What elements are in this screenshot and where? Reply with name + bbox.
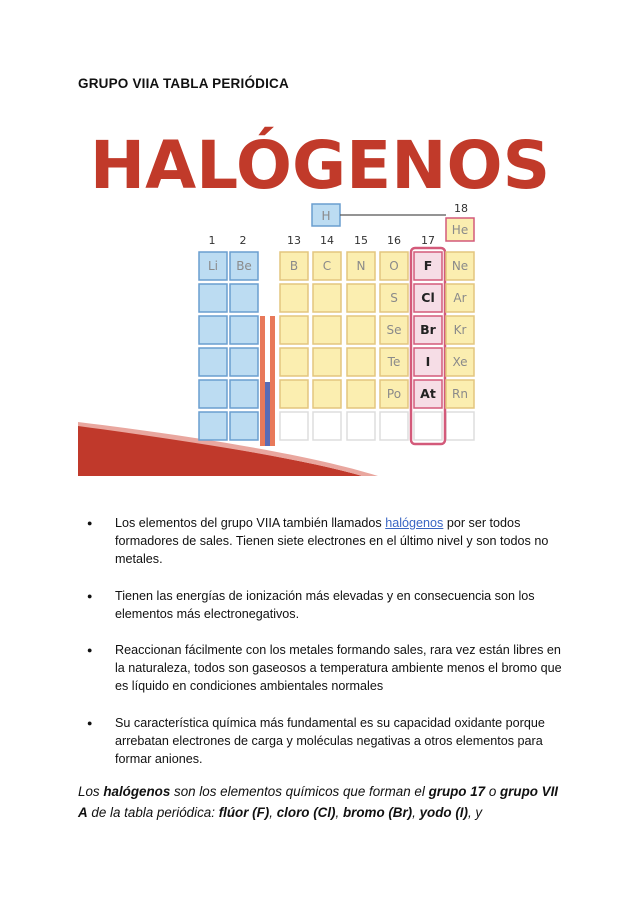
cell-empty-7-17 xyxy=(414,412,442,440)
cell-p-row4-14 xyxy=(313,316,341,344)
cell-empty-7-18 xyxy=(446,412,474,440)
cell-s-row4-2 xyxy=(230,316,258,344)
symbol-se: Se xyxy=(386,323,402,337)
cell-s-row7-1 xyxy=(199,412,227,440)
group-label-1: 1 xyxy=(208,234,216,247)
symbol-h: H xyxy=(321,209,331,223)
cell-p-row4-13 xyxy=(280,316,308,344)
bullet-text: Tienen las energías de ionización más elevadas y en consecuencia son los elementos más electronegativos. xyxy=(115,588,535,621)
cell-empty-7-15 xyxy=(347,412,375,440)
symbol-f: F xyxy=(423,258,433,273)
bullet-text: Su característica química más fundamental es su capacidad oxidante porque arrebatan electrones de carga y moléculas negativas a otros elementos para formar aniones. xyxy=(115,715,545,767)
figure-title: HALÓGENOS xyxy=(89,127,551,204)
periodic-table-illustration xyxy=(78,104,562,476)
cell-s-row5-2 xyxy=(230,348,258,376)
bullet-text: Los elementos del grupo VIIA también llamados xyxy=(115,516,386,530)
bullet-item xyxy=(78,714,562,769)
cell-s-row6-1 xyxy=(199,380,227,408)
symbol-be: Be xyxy=(236,259,252,273)
group-label-13: 13 xyxy=(287,234,301,247)
group-label-17: 17 xyxy=(421,234,435,247)
halogens-figure xyxy=(78,104,562,476)
cell-empty-7-16 xyxy=(380,412,408,440)
cell-empty-7-14 xyxy=(313,412,341,440)
symbol-ar: Ar xyxy=(453,291,467,305)
symbol-po: Po xyxy=(386,387,402,401)
symbol-n: N xyxy=(356,259,366,273)
symbol-s: S xyxy=(390,291,398,305)
cell-s-row3-1 xyxy=(199,284,227,312)
d-block-bar-1 xyxy=(260,316,265,446)
symbol-li: Li xyxy=(207,259,219,273)
symbol-o: O xyxy=(389,259,399,273)
cell-s-row4-1 xyxy=(199,316,227,344)
cell-p-row6-13 xyxy=(280,380,308,408)
bullet-item xyxy=(78,587,562,623)
cell-s-row3-2 xyxy=(230,284,258,312)
symbol-b: B xyxy=(289,259,299,273)
bullet-item xyxy=(78,641,562,696)
cell-p-row6-15 xyxy=(347,380,375,408)
halogenos-link[interactable]: halógenos xyxy=(385,516,444,530)
cell-p-row3-15 xyxy=(347,284,375,312)
cell-p-row5-14 xyxy=(313,348,341,376)
cell-s-row7-2 xyxy=(230,412,258,440)
d-block-bar-2 xyxy=(270,316,275,446)
cell-s-row5-1 xyxy=(199,348,227,376)
bullet-text: por ser todos formadores de sales. Tienen siete electrones en el último nivel y son todos no metales. xyxy=(115,516,549,567)
cell-p-row3-14 xyxy=(313,284,341,312)
cell-p-row6-14 xyxy=(313,380,341,408)
symbol-at: At xyxy=(420,386,436,401)
cell-p-row5-15 xyxy=(347,348,375,376)
symbol-te: Te xyxy=(387,355,401,369)
cell-empty-7-13 xyxy=(280,412,308,440)
group-label-16: 16 xyxy=(387,234,401,247)
symbol-he: He xyxy=(451,223,469,237)
cell-p-row5-13 xyxy=(280,348,308,376)
cell-p-row4-15 xyxy=(347,316,375,344)
symbol-xe: Xe xyxy=(452,355,468,369)
symbol-br: Br xyxy=(420,322,436,337)
symbol-c: C xyxy=(322,259,332,273)
group-label-14: 14 xyxy=(320,234,334,247)
group-label-15: 15 xyxy=(354,234,368,247)
symbol-i: I xyxy=(425,354,431,369)
bullet-list xyxy=(78,514,562,786)
symbol-ne: Ne xyxy=(451,259,469,273)
cell-s-row6-2 xyxy=(230,380,258,408)
symbol-rn: Rn xyxy=(452,387,468,401)
f-block-bar xyxy=(265,382,270,446)
group-label-2: 2 xyxy=(239,234,247,247)
intro-paragraph: Los halógenos son los elementos químicos que forman el grupo 17 o grupo VII A de la tabla periódica: flúor (F), cloro (Cl), bromo (Br), yodo (I), y xyxy=(78,784,559,821)
document-heading: GRUPO VIIA TABLA PERIÓDICA xyxy=(78,76,289,91)
symbol-kr: Kr xyxy=(453,323,467,337)
group-label-18: 18 xyxy=(454,202,468,215)
bullet-item xyxy=(78,514,562,569)
bullet-text: Reaccionan fácilmente con los metales formando sales, rara vez están libres en la naturaleza, todos son gaseosos a temperatura ambiente menos el bromo que es líquido en condiciones ambientales normales xyxy=(115,643,562,694)
symbol-cl: Cl xyxy=(421,290,435,305)
cell-p-row3-13 xyxy=(280,284,308,312)
